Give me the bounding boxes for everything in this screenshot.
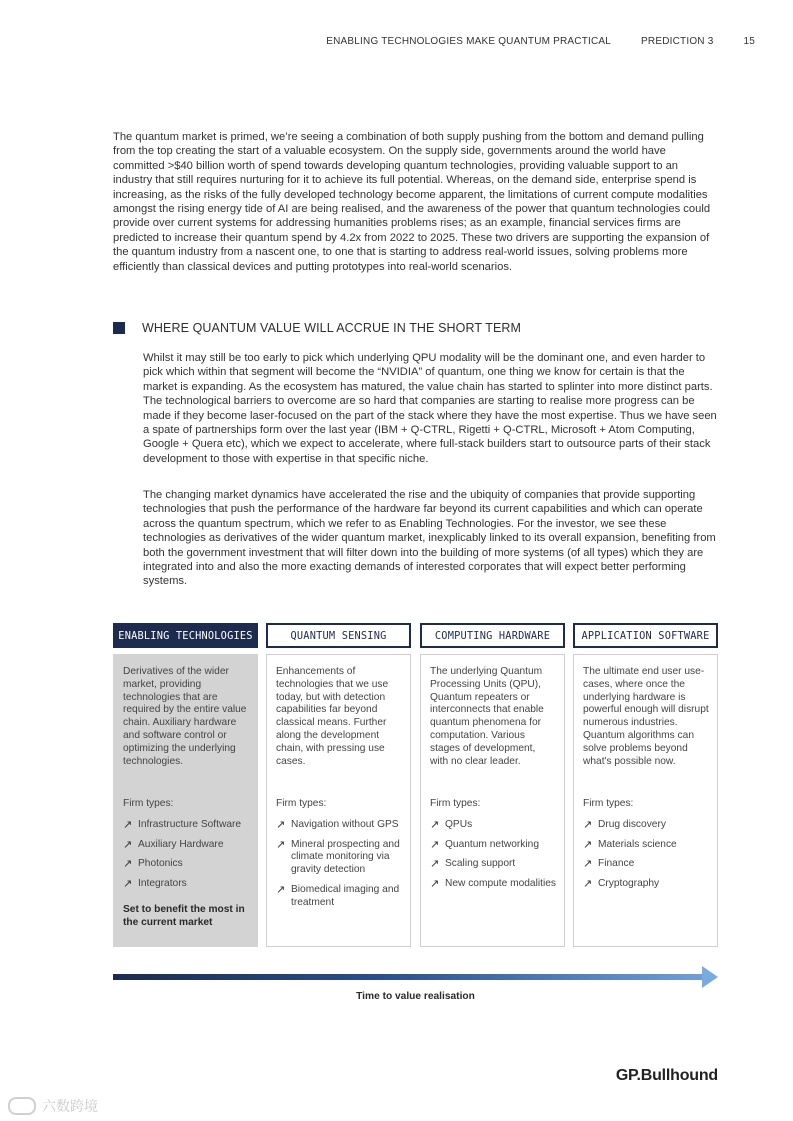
arrow-up-right-icon: ↗: [123, 878, 133, 891]
page-header: [326, 36, 755, 47]
column-box: [420, 654, 565, 947]
arrow-up-right-icon: ↗: [123, 818, 133, 831]
column-note: Set to benefit the most in the current market: [123, 903, 245, 928]
brand-logo: GP.Bullhound: [615, 1067, 718, 1084]
watermark-logo-icon: [8, 1097, 36, 1115]
firm-types-list: [276, 819, 402, 910]
column-box: [573, 654, 718, 947]
column-description: Derivatives of the wider market, providing technologies that are required by the entire value chain. Auxiliary hardware and software control or optimizing the underlying technologies.: [123, 666, 247, 767]
arrow-up-right-icon: ↗: [123, 858, 133, 871]
column-application-software: [573, 623, 718, 891]
list-item: ↗ QPUs: [430, 818, 473, 831]
column-title: APPLICATION SOFTWARE: [573, 623, 718, 648]
list-item: ↗ Materials science: [583, 838, 677, 851]
column-title: COMPUTING HARDWARE: [420, 623, 565, 648]
firm-types-label: Firm types:: [123, 798, 174, 809]
column-box: [113, 654, 258, 947]
timeline-label: Time to value realisation: [356, 991, 475, 1002]
header-prediction: PREDICTION 3: [641, 36, 714, 47]
body-paragraph-1: Whilst it may still be too early to pick which underlying QPU modality will be the dominant one, and even harder to pick which within that segment will become the “NVIDIA” of quantum, one thing we know for certain is that the market is expanding. As the ecosystem has matured, the value chain has started to splinter into more distinct parts. The technological barriers to overcome are so hard that companies are starting to realise more progress can be made if they become laser-focused on the part of the stack where they have the most expertise. Thus we have seen a spate of partnerships form over the last year (IBM + Q-CTRL, Rigetti + Q-CTRL, Microsoft + Atom Computing, Google + Quera etc), which we expect to accelerate, where full-stack builders start to outsource parts of their stack development to those with expertise in that specific niche.: [143, 352, 717, 465]
firm-types-label: Firm types:: [276, 798, 327, 809]
arrow-up-right-icon: ↗: [276, 883, 286, 896]
list-item: ↗ Biomedical imaging and treatment: [276, 883, 400, 908]
arrow-up-right-icon: ↗: [583, 818, 593, 831]
section-heading-text: WHERE QUANTUM VALUE WILL ACCRUE IN THE SHORT TERM: [142, 321, 522, 335]
column-description: The ultimate end user use-cases, where once the underlying hardware is powerful enough will disrupt numerous industries. Quantum algorithms can solve problems beyond what's possible now.: [583, 666, 709, 767]
list-item: ↗ Photonics: [123, 858, 183, 871]
firm-types-label: Firm types:: [430, 798, 481, 809]
header-section-title: ENABLING TECHNOLOGIES MAKE QUANTUM PRACTICAL: [326, 36, 612, 47]
list-item: ↗ Cryptography: [583, 878, 660, 891]
arrow-up-right-icon: ↗: [583, 878, 593, 891]
intro-paragraph: The quantum market is primed, we’re seeing a combination of both supply pushing from the bottom and demand pulling from the top creating the start of a valuable ecosystem. On the supply side, governments around the world have committed >$40 billion worth of spend towards developing quantum technologies, providing valuable support to an industry that still requires nurturing for it to achieve its full potential. Whereas, on the demand side, enterprise spend is increasing, as the risks of the fully developed technology become apparent, the limitations of current compute modalities amongst the rising energy tide of AI are being realised, and the awareness of the power that quantum technologies could provide over current systems for addressing humanities problems rises; as an example, financial services firms are predicted to increase their quantum spend by 4.2x from 2022 to 2025. These two drivers are supporting the expansion of the quantum industry from a nascent one, to one that is starting to address real-world issues, solving problems more efficiently than classical devices and putting prototypes into real-world scenarios.: [113, 131, 711, 273]
list-item: ↗ Mineral prospecting and climate monitoring via gravity detection: [276, 838, 400, 876]
list-item: ↗ Finance: [583, 858, 635, 871]
column-box: [266, 654, 411, 947]
list-item: ↗ Navigation without GPS: [276, 818, 399, 831]
arrow-up-right-icon: ↗: [276, 838, 286, 851]
value-chain-columns: [113, 623, 718, 947]
column-description: The underlying Quantum Processing Units (QPU), Quantum repeaters or interconnects that enable quantum phenomena for computation. Various stages of development, with no clear leader.: [430, 666, 544, 767]
watermark: [8, 1096, 98, 1116]
arrow-up-right-icon: ↗: [430, 818, 440, 831]
firm-types-list: [583, 819, 709, 891]
column-computing-hardware: [420, 623, 565, 891]
page-number: 15: [743, 36, 755, 47]
arrow-up-right-icon: ↗: [583, 858, 593, 871]
column-title: QUANTUM SENSING: [266, 623, 411, 648]
arrow-right-icon: [702, 966, 718, 988]
firm-types-list: [430, 819, 556, 891]
heading-square-icon: [113, 322, 125, 334]
arrow-up-right-icon: ↗: [430, 838, 440, 851]
list-item: ↗ New compute modalities: [430, 878, 556, 891]
list-item: ↗ Integrators: [123, 878, 187, 891]
column-description: Enhancements of technologies that we use today, but with detection capabilities far beyond classical means. Further along the development chain, with pressing use cases.: [276, 666, 389, 767]
arrow-up-right-icon: ↗: [583, 838, 593, 851]
list-item: ↗ Auxiliary Hardware: [123, 838, 224, 851]
watermark-text: 六数跨境: [42, 1098, 98, 1114]
list-item: ↗ Infrastructure Software: [123, 818, 242, 831]
arrow-up-right-icon: ↗: [430, 858, 440, 871]
timeline-bar: [113, 974, 705, 980]
column-enabling-technologies: [113, 623, 258, 928]
column-title: ENABLING TECHNOLOGIES: [113, 623, 258, 648]
arrow-up-right-icon: ↗: [430, 878, 440, 891]
column-quantum-sensing: [266, 623, 411, 908]
list-item: ↗ Scaling support: [430, 858, 516, 871]
arrow-up-right-icon: ↗: [123, 838, 133, 851]
body-paragraph-2: The changing market dynamics have accelerated the rise and the ubiquity of companies that provide supporting technologies that push the performance of the hardware far beyond its current capabilities and which can operate across the quantum spectrum, which we refer to as Enabling Technologies. For the investor, we see these technologies as derivatives of the wider quantum market, inexplicably linked to its overall expansion, benefiting from both the government investment that will filter down into the building of more systems (of all types) which they are integrated into and also the more exacting demands of interested corporates that will expect better performing systems.: [143, 489, 716, 588]
firm-types-list: [123, 819, 249, 891]
arrow-up-right-icon: ↗: [276, 818, 286, 831]
firm-types-label: Firm types:: [583, 798, 634, 809]
list-item: ↗ Quantum networking: [430, 838, 540, 851]
list-item: ↗ Drug discovery: [583, 818, 666, 831]
timeline-arrow: [113, 966, 718, 990]
section-heading: [113, 321, 521, 335]
